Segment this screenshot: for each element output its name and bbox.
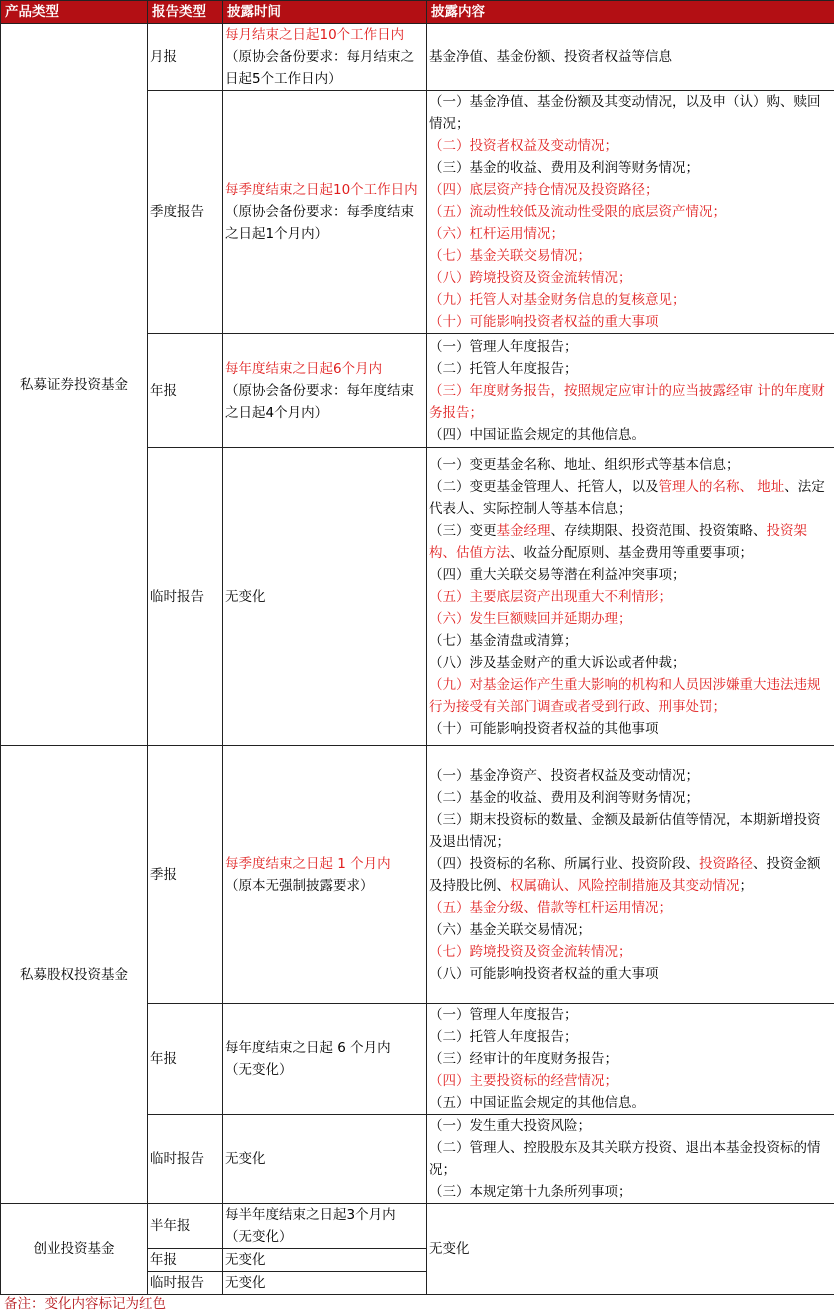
header-disclosure-time: 披露时间 [223, 1, 427, 24]
disclosure-content-cell [427, 1004, 834, 1115]
content-line [429, 853, 832, 897]
content-line [429, 289, 832, 311]
content-line [429, 1181, 832, 1203]
content-line [429, 963, 832, 985]
report-type-cell: 季度报告 [148, 91, 223, 334]
content-line [429, 586, 832, 608]
content-line [429, 1137, 832, 1181]
content-line [429, 564, 832, 586]
content-line [429, 311, 832, 333]
content-text: 、法定代表人、实际控制人等基本信息； [429, 479, 825, 517]
content-line [429, 424, 832, 446]
content-text: （三）基金的收益、费用及利润等财务情况； [429, 160, 699, 176]
content-line [429, 135, 832, 157]
disclosure-time-cell [223, 1204, 427, 1249]
product-type-cell: 私募证券投资基金 [1, 24, 148, 746]
changed-text: （五）主要底层资产出现重大不利情形； [429, 589, 672, 605]
content-text: （一）基金净值、基金份额及其变动情况，以及申（认）购、赎回情况； [429, 94, 821, 132]
content-line [429, 1004, 832, 1026]
time-line: 无变化 [225, 1249, 424, 1271]
report-type-cell: 年报 [148, 1249, 223, 1272]
content-text: （二）管理人、控股股东及其关联方投资、退出本基金投资标的情况； [429, 1140, 821, 1178]
content-text: （三）经审计的年度财务报告； [429, 1051, 618, 1067]
footnote: 备注：变化内容标记为红色 [0, 1295, 834, 1313]
time-line: 无变化 [225, 1148, 424, 1170]
content-text: （八）涉及基金财产的重大诉讼或者仲裁； [429, 655, 686, 671]
content-text: （四）重大关联交易等潜在利益冲突事项； [429, 567, 686, 583]
content-line [429, 476, 832, 520]
changed-text: （六）杠杆运用情况； [429, 226, 564, 242]
content-line [429, 380, 832, 424]
time-line: 每半年度结束之日起3个月内 [225, 1204, 424, 1226]
content-text: 基金净值、基金份额、投资者权益等信息 [429, 49, 672, 65]
content-line [429, 201, 832, 223]
disclosure-time-cell [223, 1004, 427, 1115]
changed-text: （四）主要投资标的经营情况； [429, 1073, 618, 1089]
changed-text: （五）流动性较低及流动性受限的底层资产情况； [429, 204, 726, 220]
time-line: （无变化） [225, 1226, 424, 1248]
time-line: 每年度结束之日起6个月内 [225, 358, 424, 380]
header-report-type: 报告类型 [148, 1, 223, 24]
disclosure-content-cell [427, 746, 834, 1004]
product-type-cell: 私募股权投资基金 [1, 746, 148, 1204]
content-text: （十）可能影响投资者权益的其他事项 [429, 721, 659, 737]
content-text: （七）基金清盘或清算； [429, 633, 578, 649]
disclosure-time-cell [223, 91, 427, 334]
changed-text: （九）对基金运作产生重大影响的机构和人员因涉嫌重大违法违规行为接受有关部门调查或者受到行政、刑事处罚； [429, 677, 821, 715]
content-line [429, 1070, 832, 1092]
content-line [429, 718, 832, 740]
content-text: （四）中国证监会规定的其他信息。 [429, 427, 645, 443]
header-disclosure-content: 披露内容 [427, 1, 834, 24]
report-type-cell: 半年报 [148, 1204, 223, 1249]
disclosure-time-cell [223, 448, 427, 746]
time-line: 无变化 [225, 586, 424, 608]
content-line [429, 245, 832, 267]
content-line [429, 520, 832, 564]
changed-text: （九）托管人对基金财务信息的复核意见； [429, 292, 686, 308]
time-line: （原协会备份要求：每季度结束之日起1个月内） [225, 201, 424, 245]
content-text: （二）变更基金管理人、托管人，以及 [429, 479, 659, 495]
report-type-cell: 临时报告 [148, 1115, 223, 1204]
changed-text: 权属确认、风险控制措施及其变动情况 [510, 878, 740, 894]
content-text: 、投资金额及持股比例、 [429, 856, 821, 894]
disclosure-time-cell [223, 746, 427, 1004]
content-text: （三）变更 [429, 523, 497, 539]
changed-text: （八）跨境投资及资金流转情况； [429, 270, 632, 286]
time-line: （原协会备份要求：每年度结束之日起4个月内） [225, 380, 424, 424]
changed-text: （四）底层资产持仓情况及投资路径； [429, 182, 659, 198]
time-line: （无变化） [225, 1059, 424, 1081]
content-line [429, 157, 832, 179]
disclosure-content-cell [427, 1204, 834, 1295]
content-text: （三）期末投资标的数量、金额及最新估值等情况，本期新增投资及退出情况； [429, 812, 821, 850]
content-line [429, 179, 832, 201]
content-line [429, 1026, 832, 1048]
content-line [429, 358, 832, 380]
disclosure-time-cell [223, 334, 427, 448]
content-line [429, 91, 832, 135]
changed-text: （七）基金关联交易情况； [429, 248, 591, 264]
content-text: （一）管理人年度报告； [429, 1007, 578, 1023]
header-row [1, 1, 834, 24]
disclosure-content-cell [427, 334, 834, 448]
time-line: （原协会备份要求：每月结束之日起5个工作日内） [225, 46, 424, 90]
content-text: 、存续期限、投资范围、投资策略、 [551, 523, 767, 539]
content-line [429, 809, 832, 853]
time-line: 每年度结束之日起 6 个月内 [225, 1037, 424, 1059]
time-line: （原本无强制披露要求） [225, 875, 424, 897]
disclosure-time-cell [223, 24, 427, 91]
content-line [429, 1115, 832, 1137]
disclosure-content-cell [427, 448, 834, 746]
time-line: 每季度结束之日起 1 个月内 [225, 853, 424, 875]
content-line [429, 941, 832, 963]
content-text: （六）基金关联交易情况； [429, 922, 591, 938]
report-type-cell: 年报 [148, 334, 223, 448]
table-row [1, 746, 834, 1004]
content-text: （一）基金净资产、投资者权益及变动情况； [429, 768, 699, 784]
disclosure-content-cell [427, 91, 834, 334]
content-text: （二）托管人年度报告； [429, 1029, 578, 1045]
disclosure-content-cell [427, 1115, 834, 1204]
content-line [429, 652, 832, 674]
changed-text: （五）基金分级、借款等杠杆运用情况； [429, 900, 672, 916]
header-product-type: 产品类型 [1, 1, 148, 24]
changed-text: 管理人的名称、 地址 [659, 479, 785, 495]
content-line [429, 454, 832, 476]
disclosure-content-cell [427, 24, 834, 91]
content-line [429, 336, 832, 358]
changed-text: 基金经理 [497, 523, 551, 539]
changed-text: （十）可能影响投资者权益的重大事项 [429, 314, 659, 330]
disclosure-time-cell [223, 1249, 427, 1272]
content-line [429, 1048, 832, 1070]
report-type-cell: 年报 [148, 1004, 223, 1115]
report-type-cell: 临时报告 [148, 1272, 223, 1295]
changed-text: （七）跨境投资及资金流转情况； [429, 944, 632, 960]
content-text: （一）管理人年度报告； [429, 339, 578, 355]
content-text: （八）可能影响投资者权益的重大事项 [429, 966, 659, 982]
changed-text: （三）年度财务报告，按照规定应审计的应当披露经审 计的年度财务报告； [429, 383, 825, 421]
product-type-cell: 创业投资基金 [1, 1204, 148, 1295]
disclosure-time-cell [223, 1272, 427, 1295]
content-text: 无变化 [429, 1241, 470, 1257]
content-line [429, 223, 832, 245]
time-line: 无变化 [225, 1272, 424, 1294]
disclosure-time-cell [223, 1115, 427, 1204]
content-line [429, 608, 832, 630]
changed-text: 投资架构、估值方法 [429, 523, 807, 561]
content-line [429, 787, 832, 809]
content-text: （五）中国证监会规定的其他信息。 [429, 1095, 645, 1111]
content-text: （一）发生重大投资风险； [429, 1118, 591, 1134]
time-line: 每季度结束之日起10个工作日内 [225, 179, 424, 201]
content-line [429, 919, 832, 941]
content-text: （一）变更基金名称、地址、组织形式等基本信息； [429, 457, 740, 473]
report-type-cell: 临时报告 [148, 448, 223, 746]
table-row [1, 24, 834, 91]
content-line [429, 46, 832, 68]
content-line [429, 674, 832, 718]
time-line: 每月结束之日起10个工作日内 [225, 24, 424, 46]
content-text: ； [740, 878, 754, 894]
changed-text: （六）发生巨额赎回并延期办理； [429, 611, 632, 627]
report-type-cell: 月报 [148, 24, 223, 91]
content-line [429, 1092, 832, 1114]
content-line [429, 765, 832, 787]
table-row [1, 1204, 834, 1249]
content-line [429, 630, 832, 652]
report-type-cell: 季报 [148, 746, 223, 1004]
content-line [429, 1238, 832, 1260]
content-line [429, 897, 832, 919]
content-text: （二）托管人年度报告； [429, 361, 578, 377]
content-text: （二）基金的收益、费用及利润等财务情况； [429, 790, 699, 806]
content-line [429, 267, 832, 289]
content-text: （三）本规定第十九条所列事项； [429, 1184, 632, 1200]
content-text: （四）投资标的名称、所属行业、投资阶段、 [429, 856, 699, 872]
changed-text: （二）投资者权益及变动情况； [429, 138, 618, 154]
content-text: 、收益分配原则、基金费用等重要事项； [510, 545, 753, 561]
changed-text: 投资路径 [699, 856, 753, 872]
